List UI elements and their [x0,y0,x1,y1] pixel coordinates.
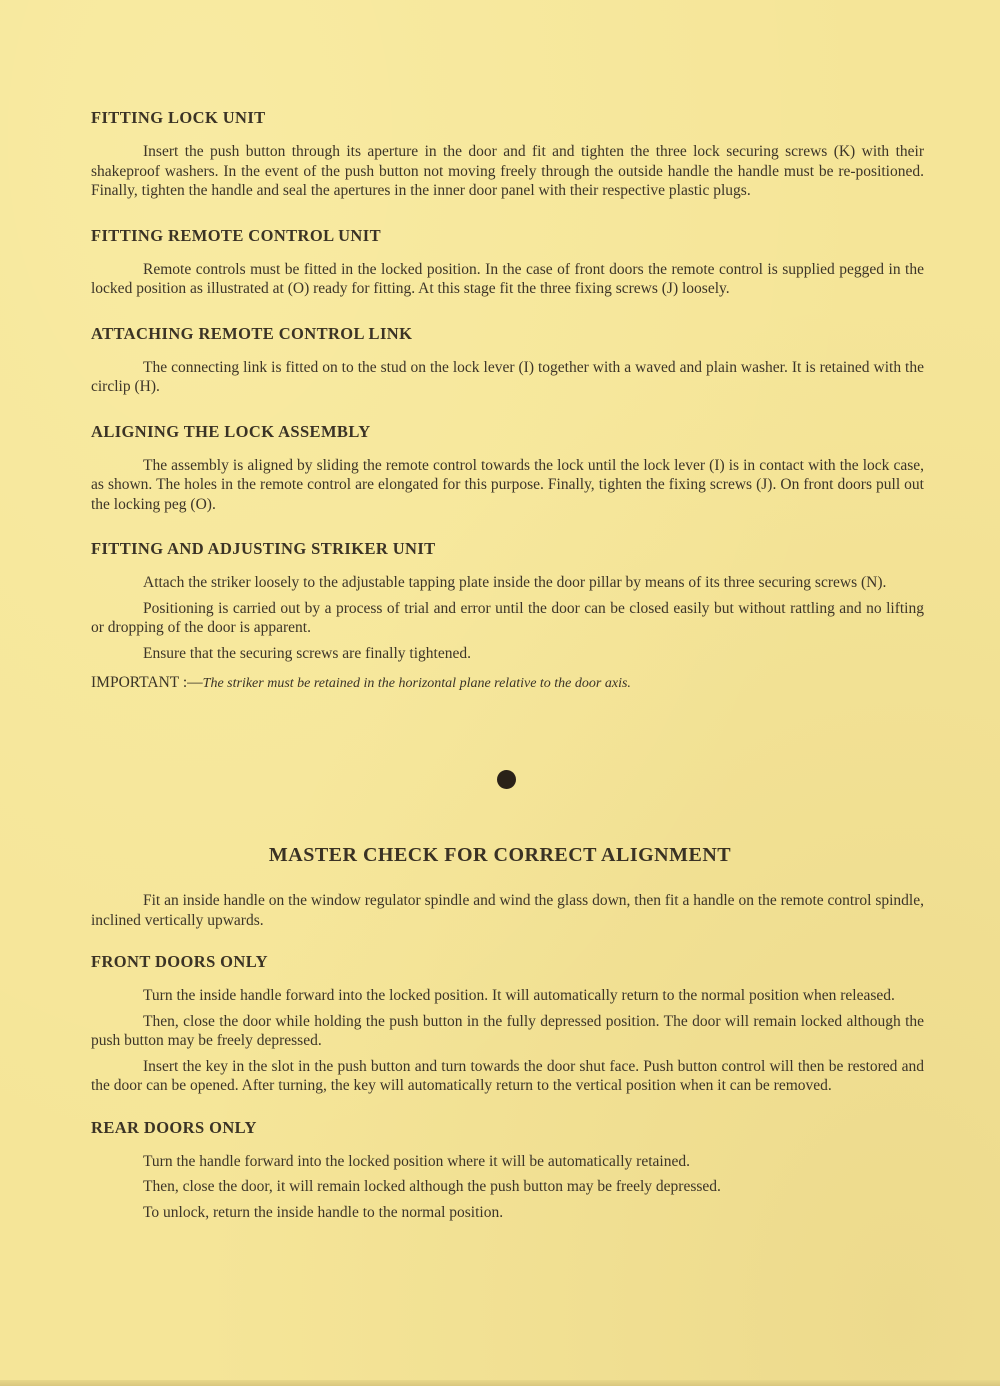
master-check-content [91,891,924,1244]
paragraph: Insert the key in the slot in the push button and turn towards the door shut face. Push button control will then be restored and the door can be opened. After turning, the key will automatically return to the vertical position when it can be removed. [91,1057,924,1094]
paragraph: To unlock, return the inside handle to the normal position. [143,1203,504,1221]
section-heading: FITTING REMOTE CONTROL UNIT [91,225,381,245]
paragraph: Remote controls must be fitted in the locked position. In the case of front doors the remote control is supplied pegged in the locked position as illustrated at (O) ready for fitting. At this stage fit the three fixing screws (J) loosely. [91,260,924,297]
important-text: The striker must be retained in the horizontal plane relative to the door axis. [202,676,631,691]
paragraph: Turn the handle forward into the locked position where it will be automatically retained. [143,1152,690,1170]
section-fitting-lock-unit [91,108,924,201]
section-fitting-remote-control-unit [91,226,924,299]
section-heading: REAR DOORS ONLY [91,1117,257,1137]
important-label: IMPORTANT :— [91,674,203,691]
section-heading: FRONT DOORS ONLY [91,952,268,971]
section-rear-doors-only [91,1118,924,1223]
bullet-dot [497,770,516,789]
section-fitting-adjusting-striker-unit [91,539,924,694]
paragraph: Turn the inside handle forward into the locked position. It will automatically return to the normal position when released. [143,987,895,1004]
master-check-title: MASTER CHECK FOR CORRECT ALIGNMENT [268,844,732,866]
section-aligning-lock-assembly [91,422,924,515]
paragraph: Then, close the door while holding the push button in the fully depressed position. The door will remain locked although the push button may be freely depressed. [91,1012,924,1049]
section-heading: FITTING AND ADJUSTING STRIKER UNIT [91,539,436,558]
paragraph: The connecting link is fitted on to the stud on the lock lever (I) together with a waved and plain washer. It is retained with the circlip (H). [91,358,924,395]
section-front-doors-only [91,952,924,1096]
important-note [91,673,924,694]
paragraph: Attach the striker loosely to the adjustable tapping plate inside the door pillar by means of its three securing screws (N). [143,574,887,591]
paragraph: Then, close the door, it will remain locked although the push button may be freely depressed. [143,1178,721,1195]
paragraph: Positioning is carried out by a process of trial and error until the door can be closed easily but without rattling and no lifting or dropping of the door is apparent. [91,599,924,636]
paragraph: The assembly is aligned by sliding the remote control towards the lock until the lock lever (I) is in contact with the lock case, as shown. The holes in the remote control are elongated for this purpose. Finally, tighten the fixing screws (J). On front doors pull out the locking peg (O). [91,456,924,513]
section-heading: ATTACHING REMOTE CONTROL LINK [91,323,413,343]
section-heading: FITTING LOCK UNIT [91,108,266,127]
section-attaching-remote-control-link [91,324,924,397]
paragraph: Insert the push button through its aperture in the door and fit and tighten the three lock securing screws (K) with their shakeproof washers. In the event of the push button not moving freely through the outside handle the handle must be re-positioned. Finally, tighten the handle and seal the apertures in the inner door panel with their respective plastic plugs. [91,143,924,199]
section-heading: ALIGNING THE LOCK ASSEMBLY [91,421,371,441]
paragraph: Fit an inside handle on the window regulator spindle and wind the glass down, then fit a handle on the remote control spindle, inclined vertically upwards. [91,892,924,929]
master-intro [91,891,924,930]
paragraph: Ensure that the securing screws are finally tightened. [143,644,471,662]
